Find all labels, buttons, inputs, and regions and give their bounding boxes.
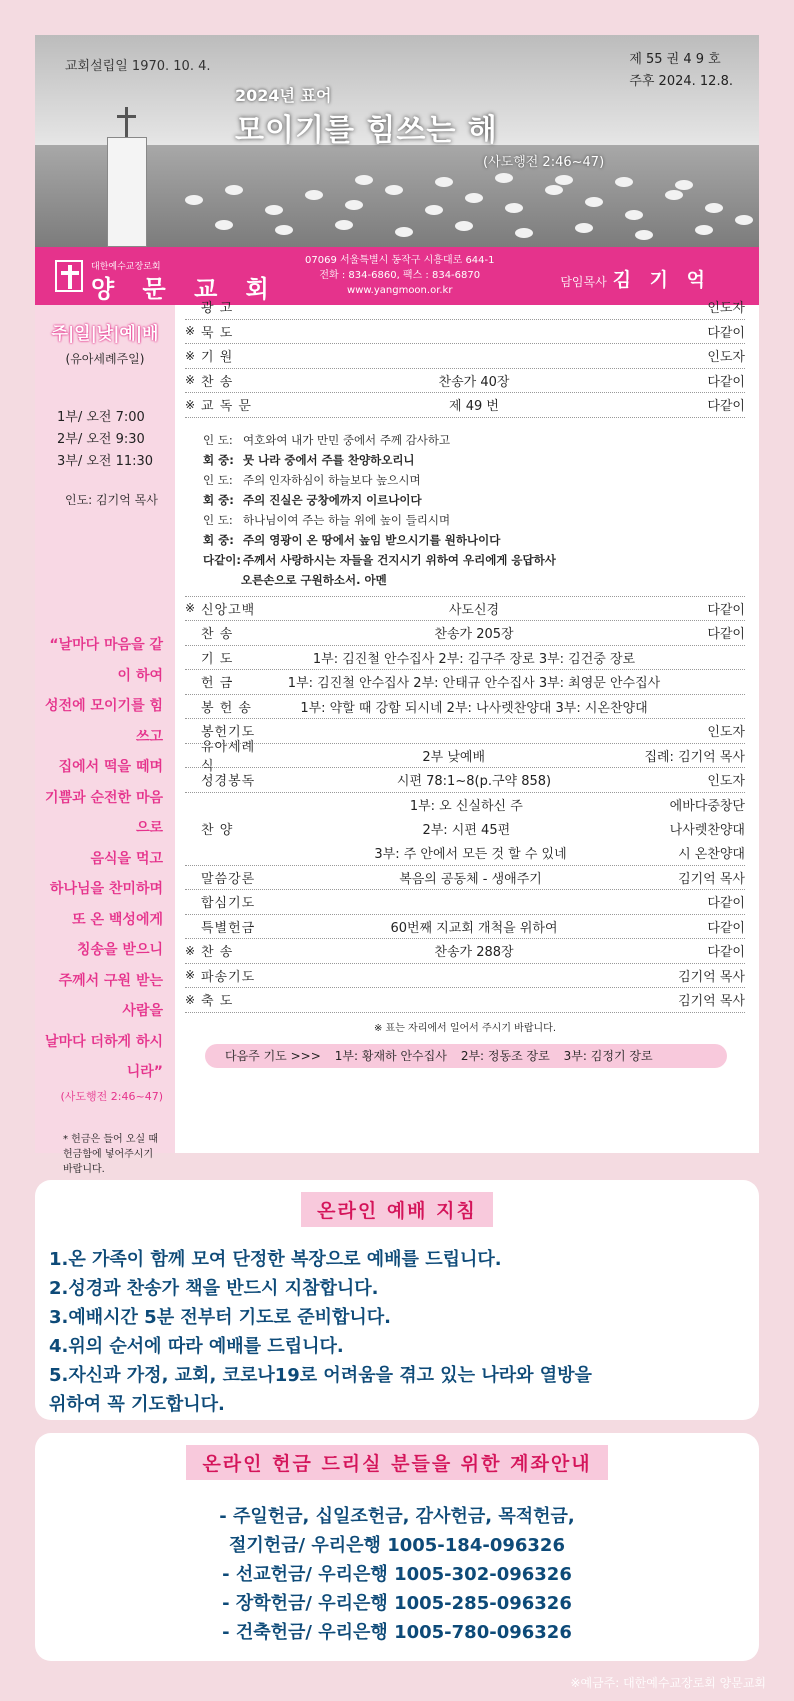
issue-info — [629, 49, 733, 93]
order-row — [185, 890, 745, 915]
reading-text: 주의 영광이 온 땅에서 높임 받으시기를 원하나이다 — [243, 532, 501, 547]
stand-mark: ※ — [185, 397, 196, 412]
order-item-name: 성경봉독 — [201, 774, 256, 790]
order-row — [185, 915, 745, 940]
church-tower-image — [97, 107, 157, 247]
sheep — [305, 190, 323, 200]
sheep — [695, 225, 713, 235]
verse-line: 음식을 먹고 — [90, 850, 163, 867]
order-item-name: 교 독 문 — [201, 399, 252, 415]
sheep — [385, 185, 403, 195]
order-item-leader: 다같이 — [707, 945, 745, 961]
order-item-name: 헌 금 — [201, 676, 234, 692]
theme-reference: (사도행전 2:46~47) — [483, 155, 605, 170]
banner-image — [35, 35, 759, 247]
sheep — [615, 177, 633, 187]
praise-section — [185, 793, 745, 866]
cross-bar — [117, 115, 136, 118]
praise-item: 2부: 시편 45편 — [422, 823, 511, 838]
praise-performer: 시 온찬양대 — [678, 847, 745, 862]
sheep — [735, 215, 753, 225]
order-item-name: 기 원 — [201, 350, 234, 366]
sheep — [545, 185, 563, 195]
reading-text: 주의 진실은 궁창에까지 이르나이다 — [243, 492, 422, 507]
stand-mark: ※ — [185, 324, 196, 339]
account-holder-note: ※예금주: 대한예수교장로회 양문교회 — [570, 1676, 766, 1690]
guide-item: 2.성경과 찬송가 책을 반드시 지참합니다. — [49, 1278, 379, 1299]
order-row — [185, 646, 745, 671]
order-item-name: 묵 도 — [201, 325, 234, 341]
guide-title: 온라인 예배 지침 — [301, 1192, 493, 1227]
order-row — [185, 597, 745, 622]
reading-text: 뭇 나라 중에서 주를 찬양하오리니 — [243, 452, 415, 467]
sheep — [625, 210, 643, 220]
reading-role: 인 도: — [203, 512, 233, 527]
guide-item: 4.위의 순서에 따라 예배를 드립니다. — [49, 1336, 344, 1357]
sheep — [335, 220, 353, 230]
sheep — [435, 177, 453, 187]
reading-role: 인 도: — [203, 472, 233, 487]
order-item-detail: 제 49 번 — [449, 399, 499, 415]
order-item-detail: 찬송가 288장 — [434, 945, 514, 961]
order-item-name: 찬 송 — [201, 627, 234, 643]
sheep — [635, 230, 653, 240]
order-item-leader: 다같이 — [707, 920, 745, 936]
reading-line — [203, 510, 745, 530]
church-logo-icon — [55, 260, 83, 292]
order-item-leader: 다같이 — [707, 602, 745, 618]
order-item-leader: 인도자 — [707, 350, 745, 366]
order-item-detail: 찬송가 40장 — [438, 374, 510, 390]
order-item-leader: 김기억 목사 — [678, 969, 745, 985]
stand-mark: ※ — [185, 968, 196, 983]
order-item-detail: 시편 78:1~8(p.구약 858) — [396, 774, 552, 790]
sheep — [425, 205, 443, 215]
order-item-leader: 김기억 목사 — [678, 871, 745, 887]
order-item-leader: 다같이 — [707, 399, 745, 415]
service-time: 3부/ 오전 11:30 — [57, 454, 154, 469]
next-week-p1: 1부: 황재하 안수집사 — [334, 1049, 447, 1063]
website[interactable]: www.yangmoon.or.kr — [347, 285, 453, 296]
tower — [107, 137, 147, 247]
guide-item: 1.온 가족이 함께 모여 단정한 복장으로 예배를 드립니다. — [49, 1249, 502, 1270]
sheep — [455, 221, 473, 231]
reading-line — [203, 430, 745, 450]
account-line: - 건축헌금/ 우리은행 1005-780-096326 — [222, 1622, 572, 1643]
account-line: 절기헌금/ 우리은행 1005-184-096326 — [229, 1535, 565, 1556]
reading-line — [203, 450, 745, 470]
reading-text: 주께서 사랑하시는 자들을 건지시기 위하여 우리에게 응답하사 — [243, 552, 556, 567]
note-line: 바랍니다. — [63, 1163, 105, 1175]
order-item-detail: 2부 낮예배 — [422, 749, 486, 765]
sidebar — [35, 305, 175, 1175]
reading-text: 오른손으로 구원하소서. 아멘 — [241, 572, 387, 587]
order-item-name: 합심기도 — [201, 896, 256, 912]
order-item-detail: 1부: 김진철 안수집사 2부: 김구주 장로 3부: 김건중 장로 — [312, 651, 636, 667]
guide-item: 5.자신과 가정, 교회, 코로나19로 어려움을 겪고 있는 나라와 열방을 — [49, 1365, 592, 1386]
next-week-label: 다음주 기도 >>> — [225, 1049, 321, 1063]
verse-line: “날마다 마음을 같이 하여 — [49, 637, 163, 684]
guide-item: 3.예배시간 5분 전부터 기도로 준비합니다. — [49, 1307, 391, 1328]
order-item-leader: 인도자 — [707, 301, 745, 317]
order-row — [185, 295, 745, 320]
order-row — [185, 393, 745, 418]
praise-item: 1부: 오 신실하신 주 — [409, 799, 523, 814]
sheep — [225, 185, 243, 195]
praise-label: 찬 양 — [201, 823, 234, 838]
order-item-name: 신앙고백 — [201, 602, 256, 618]
next-week-prayer — [205, 1044, 727, 1068]
church-name: 양 문 교 회 — [91, 275, 279, 303]
order-item-name: 봉 헌 송 — [201, 700, 252, 716]
denomination: 대한예수교장로회 — [91, 262, 161, 272]
order-row — [185, 369, 745, 394]
sheep — [665, 190, 683, 200]
verse-line: 성전에 모이기를 힘쓰고 — [45, 698, 163, 745]
stand-mark: ※ — [185, 373, 196, 388]
order-item-name: 봉헌기도 — [201, 725, 256, 741]
sheep — [465, 193, 483, 203]
order-item-leader: 다같이 — [707, 374, 745, 390]
service-leader: 인도: 김기억 목사 — [65, 493, 158, 507]
reading-text: 하나님이여 주는 하늘 위에 높이 들리시며 — [243, 512, 451, 527]
responsive-reading — [185, 418, 745, 597]
reading-line — [203, 550, 745, 570]
order-item-name: 찬 송 — [201, 374, 234, 390]
praise-item: 3부: 주 안에서 모든 것 할 수 있네 — [374, 847, 567, 862]
order-item-leader: 다같이 — [707, 325, 745, 341]
stand-mark: ※ — [185, 943, 196, 958]
church-address — [305, 253, 495, 298]
reading-text: 여호와여 내가 만민 중에서 주께 감사하고 — [243, 432, 451, 447]
pastor-label: 담임목사 — [560, 275, 607, 289]
order-item-leader: 다같이 — [707, 627, 745, 643]
volume-number: 제 55 권 4 9 호 — [629, 52, 721, 67]
verse-line: 집에서 떡을 떼며 — [58, 759, 163, 775]
order-item-name: 찬 송 — [201, 945, 234, 961]
reading-line — [203, 490, 745, 510]
order-item-name: 말씀강론 — [201, 871, 256, 887]
order-row — [185, 768, 745, 793]
verse-line: 칭송을 받으니 — [76, 942, 163, 958]
order-item-detail: 사도신경 — [448, 602, 500, 618]
service-subtitle: (유아세례주일) — [65, 352, 145, 366]
order-item-leader: 인도자 — [707, 774, 745, 790]
sheep — [395, 227, 413, 237]
account-line: - 선교헌금/ 우리은행 1005-302-096326 — [222, 1564, 572, 1585]
order-item-name: 기 도 — [201, 651, 234, 667]
sheep — [215, 220, 233, 230]
order-item-detail: 복음의 공동체 - 생애주기 — [399, 871, 542, 887]
accounts-list — [35, 1502, 759, 1647]
order-row — [185, 964, 745, 989]
order-item-name: 특별헌금 — [201, 920, 256, 936]
sheep — [505, 203, 523, 213]
order-item-name: 축 도 — [201, 994, 234, 1010]
sheep — [495, 173, 513, 183]
order-row — [185, 740, 745, 775]
verse-line: 기쁨과 순전한 마음으로 — [45, 789, 163, 836]
order-row — [185, 988, 745, 1013]
phone-line: 전화 : 834-6860, 팩스 : 834-6870 — [319, 270, 481, 281]
order-item-detail: 1부: 약할 때 강함 되시네 2부: 나사렛찬양대 3부: 시온찬양대 — [300, 700, 648, 716]
address-line: 07069 서울특별시 동작구 시흥대로 644-1 — [305, 255, 495, 266]
verse-line: 날마다 더하게 하시니라” — [45, 1033, 163, 1080]
reading-line — [203, 470, 745, 490]
standing-note: ※ 표는 자리에서 일어서 주시기 바랍니다. — [373, 1022, 556, 1034]
order-row — [185, 320, 745, 345]
order-row — [185, 695, 745, 720]
guide-list — [49, 1245, 759, 1419]
order-row — [185, 866, 745, 891]
order-row — [185, 344, 745, 369]
bulletin — [35, 35, 759, 1175]
online-worship-guide — [35, 1180, 759, 1420]
praise-performer: 에바다중창단 — [669, 799, 745, 814]
stand-mark: ※ — [185, 992, 196, 1007]
pastor-name: 김 기 억 — [612, 269, 711, 291]
reading-role: 회 중: — [203, 492, 234, 507]
sheep — [705, 203, 723, 213]
service-times — [57, 407, 175, 473]
reading-line — [203, 530, 745, 550]
order-item-name: 광 고 — [201, 301, 234, 317]
account-line: - 주일헌금, 십일조헌금, 감사헌금, 목적헌금, — [219, 1506, 575, 1527]
order-of-worship — [185, 295, 745, 1068]
order-item-leader: 집례: 김기억 목사 — [644, 749, 745, 765]
verse-reference: (사도행전 2:46~47) — [60, 1089, 163, 1103]
order-item-detail: 찬송가 205장 — [434, 627, 514, 643]
service-title: 주|일|낮|예|배 — [51, 324, 159, 344]
service-time: 2부/ 오전 9:30 — [57, 432, 145, 447]
sheep — [585, 197, 603, 207]
next-week-p3: 3부: 김정기 장로 — [563, 1049, 653, 1063]
sheep — [185, 195, 203, 205]
sheep — [675, 180, 693, 190]
sheep — [515, 228, 533, 238]
offering-note — [63, 1132, 163, 1177]
stand-mark: ※ — [185, 348, 196, 363]
stand-mark: ※ — [185, 601, 196, 616]
issue-date: 주후 2024. 12.8. — [629, 74, 733, 89]
order-row — [185, 670, 745, 695]
sheep — [275, 225, 293, 235]
sheep — [265, 205, 283, 215]
reading-role: 다같이: — [203, 552, 241, 567]
sheep — [575, 223, 593, 233]
reading-text: 주의 인자하심이 하늘보다 높으시며 — [243, 472, 421, 487]
account-line: - 장학헌금/ 우리은행 1005-285-096326 — [222, 1593, 572, 1614]
offering-accounts — [35, 1433, 759, 1661]
cross-icon — [125, 107, 128, 137]
order-item-leader: 김기억 목사 — [678, 994, 745, 1010]
order-item-leader: 다같이 — [707, 896, 745, 912]
next-week-p2: 2부: 정동조 장로 — [460, 1049, 550, 1063]
note-line: 헌금함에 넣어주시기 — [63, 1148, 154, 1160]
order-item-detail: 60번째 지교회 개척을 위하여 — [390, 920, 558, 936]
verse-line: 주께서 구원 받는 사람을 — [58, 972, 163, 1019]
reading-line — [203, 570, 745, 590]
order-item-detail: 1부: 김진철 안수집사 2부: 안태규 안수집사 3부: 최영문 안수집사 — [287, 676, 661, 692]
order-row — [185, 719, 745, 744]
note-line: * 헌금은 들어 오실 때 — [63, 1133, 158, 1145]
scripture-verse — [41, 630, 163, 1088]
reading-role: 회 중: — [203, 532, 234, 547]
verse-line: 또 온 백성에게 — [72, 911, 163, 928]
order-item-name: 파송기도 — [201, 969, 256, 985]
order-item-name: 유아세례식 — [201, 740, 256, 775]
praise-performer: 나사렛찬양대 — [669, 823, 745, 838]
sheep — [355, 175, 373, 185]
order-row — [185, 621, 745, 646]
theme-year: 2024년 표어 — [235, 86, 332, 105]
reading-role: 회 중: — [203, 452, 234, 467]
service-time: 1부/ 오전 7:00 — [57, 410, 145, 425]
order-item-leader: 인도자 — [707, 725, 745, 741]
guide-item: 위하여 꼭 기도합니다. — [49, 1394, 225, 1415]
sheep — [555, 175, 573, 185]
reading-role: 인 도: — [203, 432, 233, 447]
senior-pastor — [560, 265, 711, 292]
theme-motto: 모이기를 힘쓰는 해 — [235, 113, 498, 148]
order-row — [185, 939, 745, 964]
verse-line: 하나님을 찬미하며 — [49, 881, 163, 897]
sheep — [345, 200, 363, 210]
established-date: 교회설립일 1970. 10. 4. — [65, 59, 211, 74]
accounts-title: 온라인 헌금 드리실 분들을 위한 계좌안내 — [186, 1445, 607, 1480]
